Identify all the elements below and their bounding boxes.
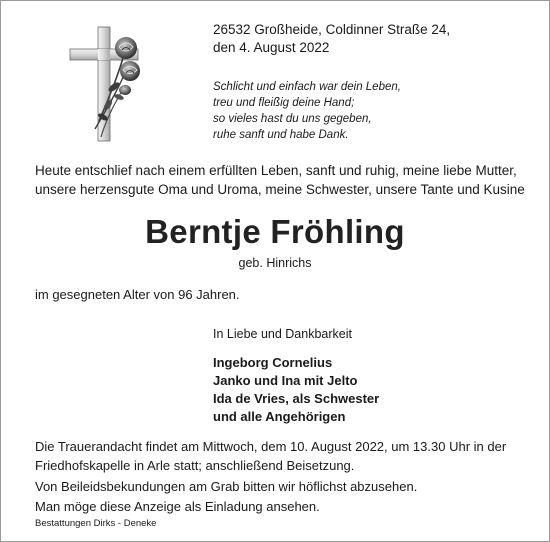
intro-line: Heute entschlief nach einem erfüllten Leben, sanft und ruhig, meine liebe Mutter, [35,163,517,178]
date-line: den 4. August 2022 [213,40,330,55]
intro-line: unsere herzensgute Oma und Uroma, meine Schwester, unsere Tante und Kusine [35,182,525,197]
age-line: im gesegneten Alter von 96 Jahren. [35,287,240,302]
intro-text [35,161,525,199]
poem-block [213,79,401,143]
closing-line: Die Trauerandacht findet am Mittwoch, dem 10. August 2022, um 13.30 Uhr in der [35,439,507,454]
poem-line: Schlicht und einfach war dein Leben, [213,81,401,93]
mourner-item: Janko und Ina mit Jelto [213,373,358,388]
mourner-item: und alle Angehörigen [213,409,346,424]
poem-line: ruhe sanft und habe Dank. [213,129,349,141]
maiden-name: geb. Hinrichs [238,256,312,270]
deceased-name: Berntje Fröhling [145,213,405,250]
mourner-item: Ida de Vries, als Schwester [213,391,380,406]
mourner-item: Ingeborg Cornelius [213,355,333,370]
cross-with-roses-icon [67,25,155,143]
thanks-line: In Liebe und Dankbarkeit [213,327,352,341]
funeral-service-info [35,437,506,475]
invitation-note: Man möge diese Anzeige als Einladung ansehen. [35,499,320,514]
mourners-list [213,354,379,426]
address-line: 26532 Großheide, Coldinner Straße 24, [213,22,451,37]
closing-line: Friedhofskapelle in Arle statt; anschließend Beisetzung. [35,458,355,473]
poem-line: treu und fleißig deine Hand; [213,97,355,109]
poem-line: so vieles hast du uns gegeben, [213,113,372,125]
condolence-note: Von Beileidsbekundungen am Grab bitten wir höflichst abzusehen. [35,479,418,494]
undertaker-credit: Bestattungen Dirks - Deneke [35,518,157,529]
